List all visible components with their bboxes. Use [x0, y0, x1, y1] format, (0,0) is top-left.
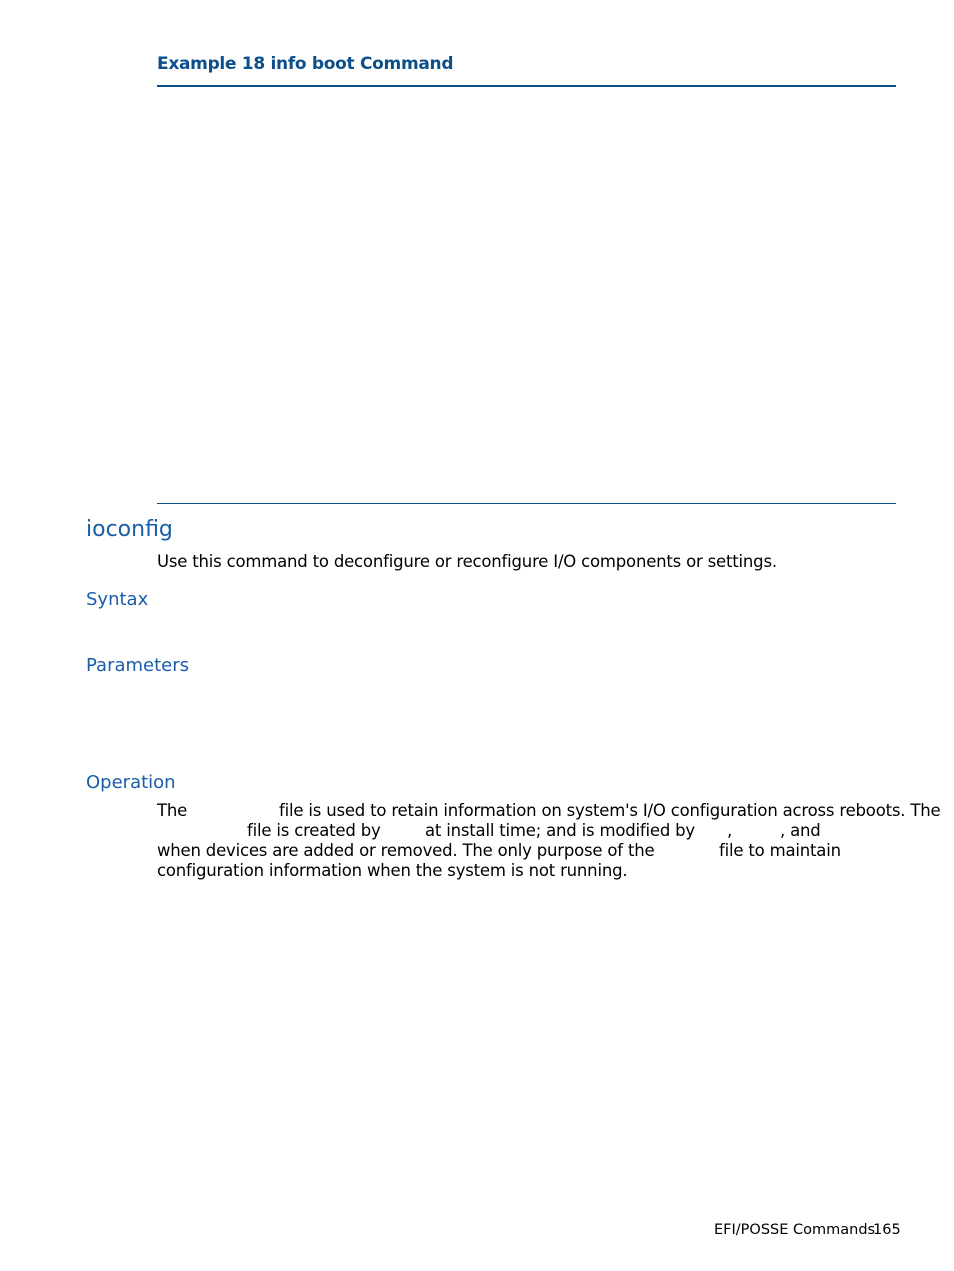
operation-text: when devices are added or removed. The only purpose of the: [157, 841, 655, 860]
section-intro: Use this command to deconfigure or reconfigure I/O components or settings.: [157, 552, 777, 571]
operation-text: configuration information when the system is not running.: [157, 861, 628, 880]
operation-text: file to maintain: [719, 841, 841, 860]
example-title: Example 18 info boot Command: [157, 54, 454, 74]
page-number: 165: [873, 1222, 901, 1238]
operation-text: ,: [727, 821, 733, 840]
syntax-heading: Syntax: [86, 589, 149, 610]
section-heading: ioconfig: [86, 517, 173, 542]
operation-text: at install time; and is modified by: [425, 821, 695, 840]
operation-heading: Operation: [86, 772, 176, 793]
operation-text: , and: [780, 821, 821, 840]
footer-section-label: EFI/POSSE Commands: [714, 1222, 876, 1238]
operation-text: The: [157, 801, 188, 820]
operation-text: file is used to retain information on system's I/O configuration across reboots. The: [279, 801, 941, 820]
example-bottom-rule: [157, 503, 896, 504]
parameters-heading: Parameters: [86, 655, 190, 676]
operation-text: file is created by: [247, 821, 381, 840]
example-top-rule: [157, 85, 896, 87]
